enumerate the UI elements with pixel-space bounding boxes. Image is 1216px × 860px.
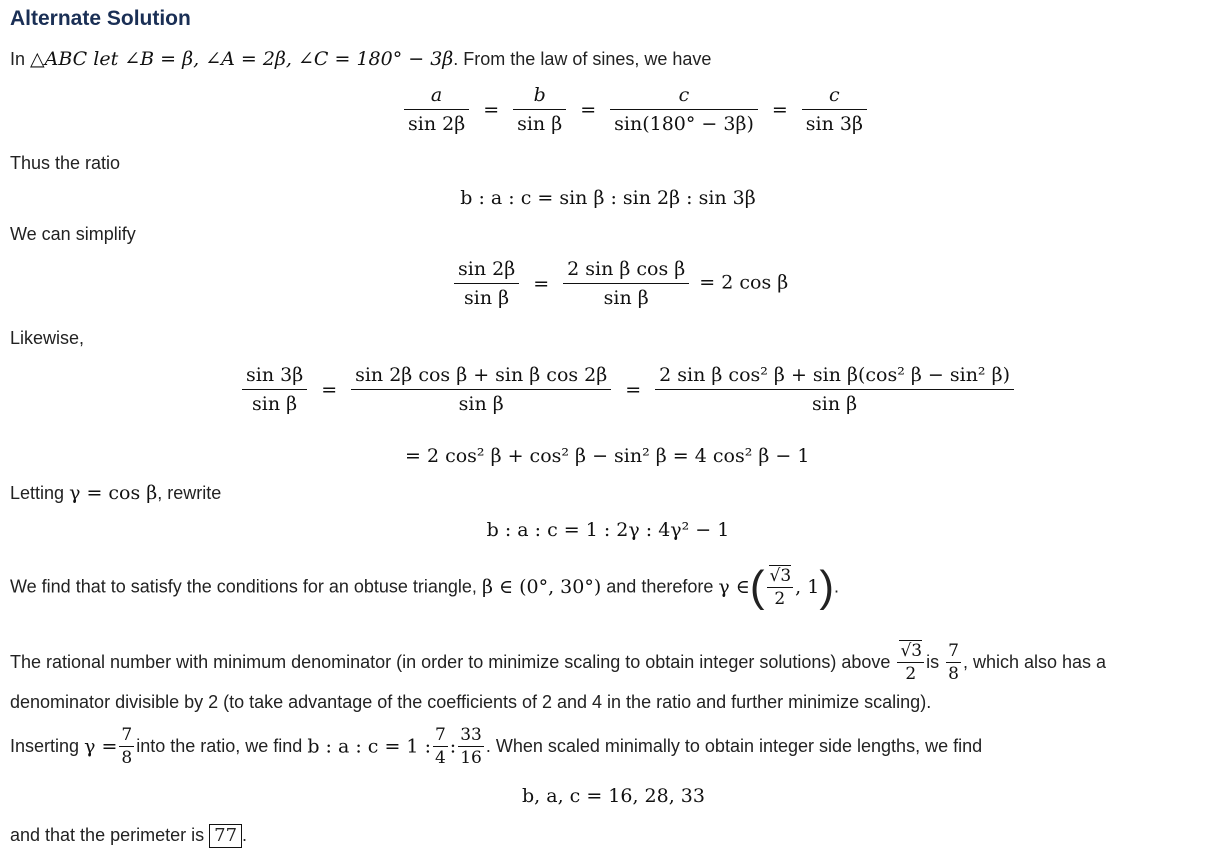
rational-prefix: The rational number with minimum denominator (in order to minimize scaling to obtain integer solutions) above	[10, 652, 891, 672]
fraction-numerator: 7	[121, 725, 133, 745]
rational-suffix: , which also has a	[962, 652, 1107, 672]
intro-math: △ABC let ∠B = β, ∠A = 2β, ∠C = 180° − 3β	[30, 48, 454, 70]
sqrt-three: √3	[769, 565, 792, 586]
fraction-denominator: sin(180° − 3β)	[614, 113, 754, 135]
fraction-numerator: sin 3β	[242, 364, 307, 390]
gamma-equals: γ =	[84, 735, 118, 758]
perimeter-answer-box: 77	[209, 824, 242, 848]
root3-over-2-fraction	[767, 566, 794, 609]
fraction-a-over-sin2b	[404, 84, 469, 135]
simplify-text: We can simplify	[10, 224, 136, 244]
fraction-numerator: 7	[434, 725, 446, 745]
perimeter-line	[10, 824, 247, 848]
gamma-value-fraction	[119, 725, 134, 768]
inserting-line	[10, 725, 982, 768]
fraction-expanded	[655, 364, 1014, 415]
letting-prefix: Letting	[10, 483, 65, 503]
ratio-gamma-equation: b : a : c = 1 : 2γ : 4γ² − 1	[486, 519, 730, 541]
fraction-c-over-sin180	[610, 84, 758, 135]
obtuse-line	[10, 562, 839, 611]
obtuse-prefix: We find that to satisfy the conditions for an obtuse triangle,	[10, 576, 477, 597]
simplify-equation	[450, 258, 788, 309]
fraction-denominator: 8	[948, 664, 959, 684]
fraction-numerator: 33	[460, 725, 482, 745]
thirtythree-sixteenths-fraction	[458, 725, 484, 768]
letting-suffix: , rewrite	[157, 483, 222, 503]
fraction-angle-sum	[351, 364, 611, 415]
fraction-denominator: sin β	[603, 287, 649, 309]
fraction-denominator: 2	[774, 588, 786, 609]
ratio-equation: b : a : c = sin β : sin 2β : sin 3β	[460, 187, 756, 209]
fraction-denominator: 2	[905, 664, 917, 684]
rational-line-2: denominator divisible by 2 (to take advantage of the coefficients of 2 and 4 in the ratio and further minimize scaling).	[10, 692, 932, 712]
likewise-equation	[238, 364, 1018, 415]
intro-prefix: In	[10, 49, 26, 69]
inserting-suffix: . When scaled minimally to obtain integer side lengths, we find	[485, 736, 983, 756]
interval-upper: , 1	[795, 576, 820, 598]
perimeter-prefix: and that the perimeter is	[10, 825, 205, 845]
seven-eighths-fraction	[946, 641, 961, 684]
fraction-denominator: sin β	[252, 393, 298, 415]
fraction-c-over-sin3b	[802, 84, 867, 135]
fraction-b-over-sinb	[513, 84, 566, 135]
fraction-double-angle	[563, 258, 689, 309]
sqrt-three: √3	[900, 641, 923, 661]
fraction-denominator: sin 3β	[805, 113, 863, 135]
letting-math: γ = cos β	[69, 482, 158, 504]
fraction-numerator: 2 sin β cos² β + sin β(cos² β − sin² β)	[655, 364, 1014, 390]
fraction-denominator: 8	[121, 748, 133, 768]
intro-line	[10, 48, 711, 70]
rational-is: is	[926, 652, 940, 672]
fraction-numerator: b	[513, 84, 566, 110]
fraction-denominator: 16	[460, 748, 482, 768]
right-paren: )	[819, 562, 834, 611]
fraction-numerator: c	[610, 84, 758, 110]
equals-sign: =	[483, 98, 500, 121]
obtuse-suffix: .	[833, 576, 839, 597]
fraction-numerator: sin 2β	[454, 258, 519, 284]
beta-interval: β ∈ (0°, 30°)	[481, 576, 602, 598]
equals-sign: =	[771, 98, 788, 121]
fraction-sin3b-over-sinb	[242, 364, 307, 415]
fraction-denominator: sin β	[458, 393, 504, 415]
equals-sign: =	[533, 272, 550, 295]
ratio-colon: :	[449, 735, 457, 758]
inserting-prefix: Inserting	[10, 736, 80, 756]
inserting-middle: into the ratio, we find	[136, 736, 303, 756]
perimeter-suffix: .	[242, 825, 248, 845]
fraction-numerator: 7	[948, 641, 959, 661]
section-heading: Alternate Solution	[10, 7, 191, 30]
fraction-numerator	[767, 566, 794, 588]
obtuse-middle: and therefore	[606, 576, 714, 597]
fraction-denominator: sin β	[464, 287, 510, 309]
likewise-result: = 2 cos² β + cos² β − sin² β = 4 cos² β − 1	[405, 445, 810, 467]
fraction-denominator: sin β	[812, 393, 858, 415]
fraction-numerator: 2 sin β cos β	[563, 258, 689, 284]
fraction-denominator: sin β	[517, 113, 563, 135]
left-paren: (	[749, 562, 765, 611]
root3-over-2-fraction	[897, 641, 924, 684]
fraction-numerator: a	[404, 84, 469, 110]
fraction-sin2b-over-sinb	[454, 258, 519, 309]
fraction-denominator: 4	[434, 748, 446, 768]
equals-sign: =	[625, 378, 642, 401]
seven-quarters-fraction	[433, 725, 448, 768]
fraction-numerator: c	[802, 84, 867, 110]
intro-suffix: . From the law of sines, we have	[453, 49, 712, 69]
gamma-in: γ ∈	[718, 576, 750, 598]
equals-sign: =	[321, 378, 338, 401]
ratio-start: b : a : c = 1 :	[307, 735, 431, 758]
likewise-text: Likewise,	[10, 328, 85, 348]
fraction-numerator	[897, 641, 924, 663]
side-lengths: b, a, c = 16, 28, 33	[522, 785, 705, 807]
fraction-denominator: sin 2β	[408, 113, 466, 135]
rational-line-1	[10, 641, 1106, 684]
simplify-result: = 2 cos β	[699, 271, 789, 294]
thus-text: Thus the ratio	[10, 153, 121, 173]
fraction-numerator: sin 2β cos β + sin β cos 2β	[351, 364, 611, 390]
law-of-sines-equation	[400, 84, 871, 135]
letting-line	[10, 482, 221, 504]
equals-sign: =	[580, 98, 597, 121]
